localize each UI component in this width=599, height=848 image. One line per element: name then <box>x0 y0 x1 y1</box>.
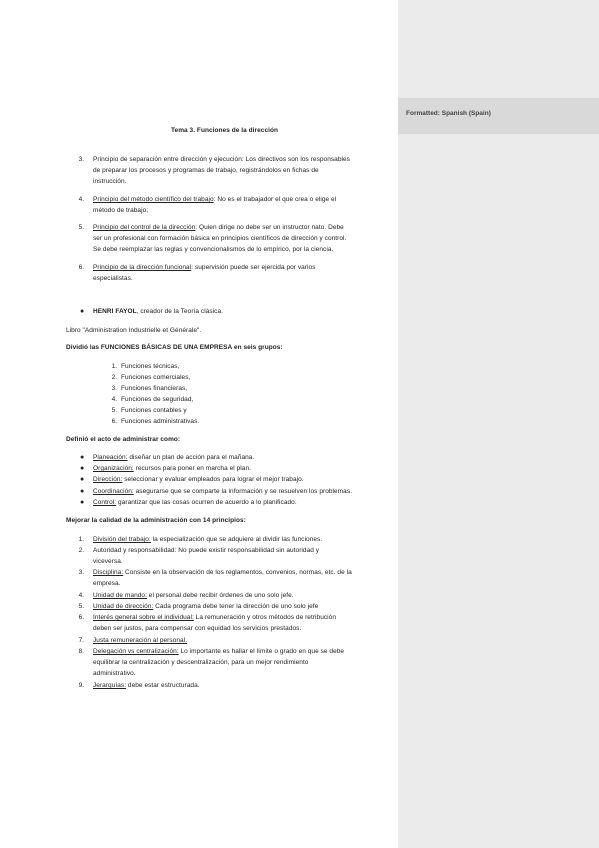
list-number: 6. <box>111 418 117 425</box>
list-item-text: Unidad de mando: el personal debe recibir órdenes de uno solo jefe. <box>93 592 294 599</box>
list-number: 4. <box>78 592 84 599</box>
list-number: 7. <box>78 637 84 644</box>
list-item-text: equilibrar la centralización y descentralización, para un mejor rendimiento <box>93 659 309 666</box>
comment-text: Formatted: Spanish (Spain) <box>406 110 491 117</box>
list-number: 8. <box>78 648 84 655</box>
list-item-text: Se debe reemplazar las reglas y convencionalismos de lo empírico, por la ciencia. <box>93 246 334 253</box>
bullet-icon: ● <box>80 308 85 315</box>
list-item-text: Coordinación: asegurarse que se comparte la información y se resuelven los problemas. <box>93 488 352 495</box>
list-item-text: empresa. <box>93 580 121 587</box>
list-item-text: administrativo. <box>93 670 136 677</box>
list-number: 3. <box>78 569 84 576</box>
list-item-text: instrucción. <box>93 178 127 185</box>
list-item-text: Principio del control de la dirección: Quien dirige no debe ser un instructor nato. Debe <box>93 224 344 231</box>
list-number: 2. <box>111 374 117 381</box>
list-item-text: Jerarquías: debe estar estructurada. <box>93 682 200 689</box>
book-line: Libro "Administration Industrielle et Générale". <box>66 327 202 334</box>
list-item-text: Principio del método científico del trabajo: No es el trabajador el que crea o elige el <box>93 196 337 203</box>
list-item-text: Organización: recursos para poner en marcha el plan. <box>93 465 251 472</box>
list-number: 1. <box>111 363 117 370</box>
list-item-text: de preparar los procesos y programas de trabajo, registrándolos en fichas de <box>93 167 319 174</box>
section-heading: Mejorar la calidad de la administración con 14 principios: <box>66 517 246 524</box>
list-number: 4. <box>78 196 84 203</box>
list-item-text: deben ser justos, para compensar con equidad los servicios prestados. <box>93 625 302 632</box>
list-number: 9. <box>78 682 84 689</box>
list-number: 6. <box>78 264 84 271</box>
bullet-icon: ● <box>80 476 85 483</box>
list-item-text: Dirección: seleccionar y evaluar empleados para lograr el mejor trabajo. <box>93 476 304 483</box>
list-item-text: ser un profesional con formación básica en principios científicos de dirección y control. <box>93 235 347 242</box>
list-number: 6. <box>78 614 84 621</box>
list-number: 1. <box>78 536 84 543</box>
section-heading: Dividió las FUNCIONES BÁSICAS DE UNA EMPRESA en seis grupos: <box>66 344 283 351</box>
list-item-text: Justa remuneración al personal. <box>93 637 188 644</box>
list-item-text: Planeación: diseñar un plan de acción para el mañana. <box>93 454 255 461</box>
list-number: 5. <box>111 407 117 414</box>
list-number: 3. <box>78 156 84 163</box>
list-number: 5. <box>78 603 84 610</box>
comments-margin-panel <box>398 0 599 848</box>
list-item-text: Funciones comerciales, <box>121 374 191 381</box>
bullet-icon: ● <box>80 465 85 472</box>
list-item-text: Disciplina: Consiste en la observación de los reglamentos, convenios, normas, etc. de la <box>93 569 352 576</box>
list-item-text: Funciones contables y <box>121 407 187 414</box>
list-item-text: método de trabajo; <box>93 207 149 214</box>
list-item-text: Funciones técnicas, <box>121 363 180 370</box>
list-item-text: viceversa. <box>93 558 123 565</box>
section-heading: Definió el acto de administrar como: <box>66 436 181 443</box>
list-item-text: Autoridad y responsabilidad: No puede existir responsabilidad sin autoridad y <box>93 547 320 554</box>
list-number: 2. <box>78 547 84 554</box>
underlined-term: Principio del método científico del trabajo <box>93 196 214 203</box>
list-item-text: Unidad de dirección: Cada programa debe tener la dirección de uno solo jefe <box>93 603 319 610</box>
list-item-text: Interés general sobre el individual: La remuneración y otros métodos de retribución <box>93 614 336 621</box>
list-item-text: División del trabajo: la especialización que se adquiere al dividir las funciones. <box>93 536 323 543</box>
underlined-term: Principio del control de la dirección <box>93 224 196 231</box>
list-item-text: Principio de la dirección funcional: supervisión puede ser ejercida por varios <box>93 264 316 271</box>
list-item-text: Delegación vs centralización: Lo importante es hallar el límite o grado en que se debe <box>93 648 345 655</box>
list-number: 3. <box>111 385 117 392</box>
list-item-text: Principio de separación entre dirección y ejecución: Los directivos son los responsables <box>93 156 350 163</box>
list-item-text: Control: garantizar que las cosas ocurren de acuerdo a lo planificado. <box>93 499 297 506</box>
bullet-icon: ● <box>80 499 85 506</box>
page-title: Tema 3. Funciones de la dirección <box>171 127 279 134</box>
list-item-text: Funciones financieras, <box>121 385 188 392</box>
list-item-text: Funciones de seguridad, <box>121 396 194 403</box>
list-number: 5. <box>78 224 84 231</box>
fayol-line: HENRI FAYOL, creador de la Teoría clásica. <box>93 308 223 315</box>
list-item-text: especialistas. <box>93 275 133 282</box>
list-number: 4. <box>111 396 117 403</box>
list-item-text: Funciones administrativas. <box>121 418 200 425</box>
bullet-icon: ● <box>80 454 85 461</box>
formatting-comment-balloon[interactable] <box>398 98 599 134</box>
bullet-icon: ● <box>80 488 85 495</box>
underlined-term: Principio de la dirección funcional <box>93 264 192 271</box>
